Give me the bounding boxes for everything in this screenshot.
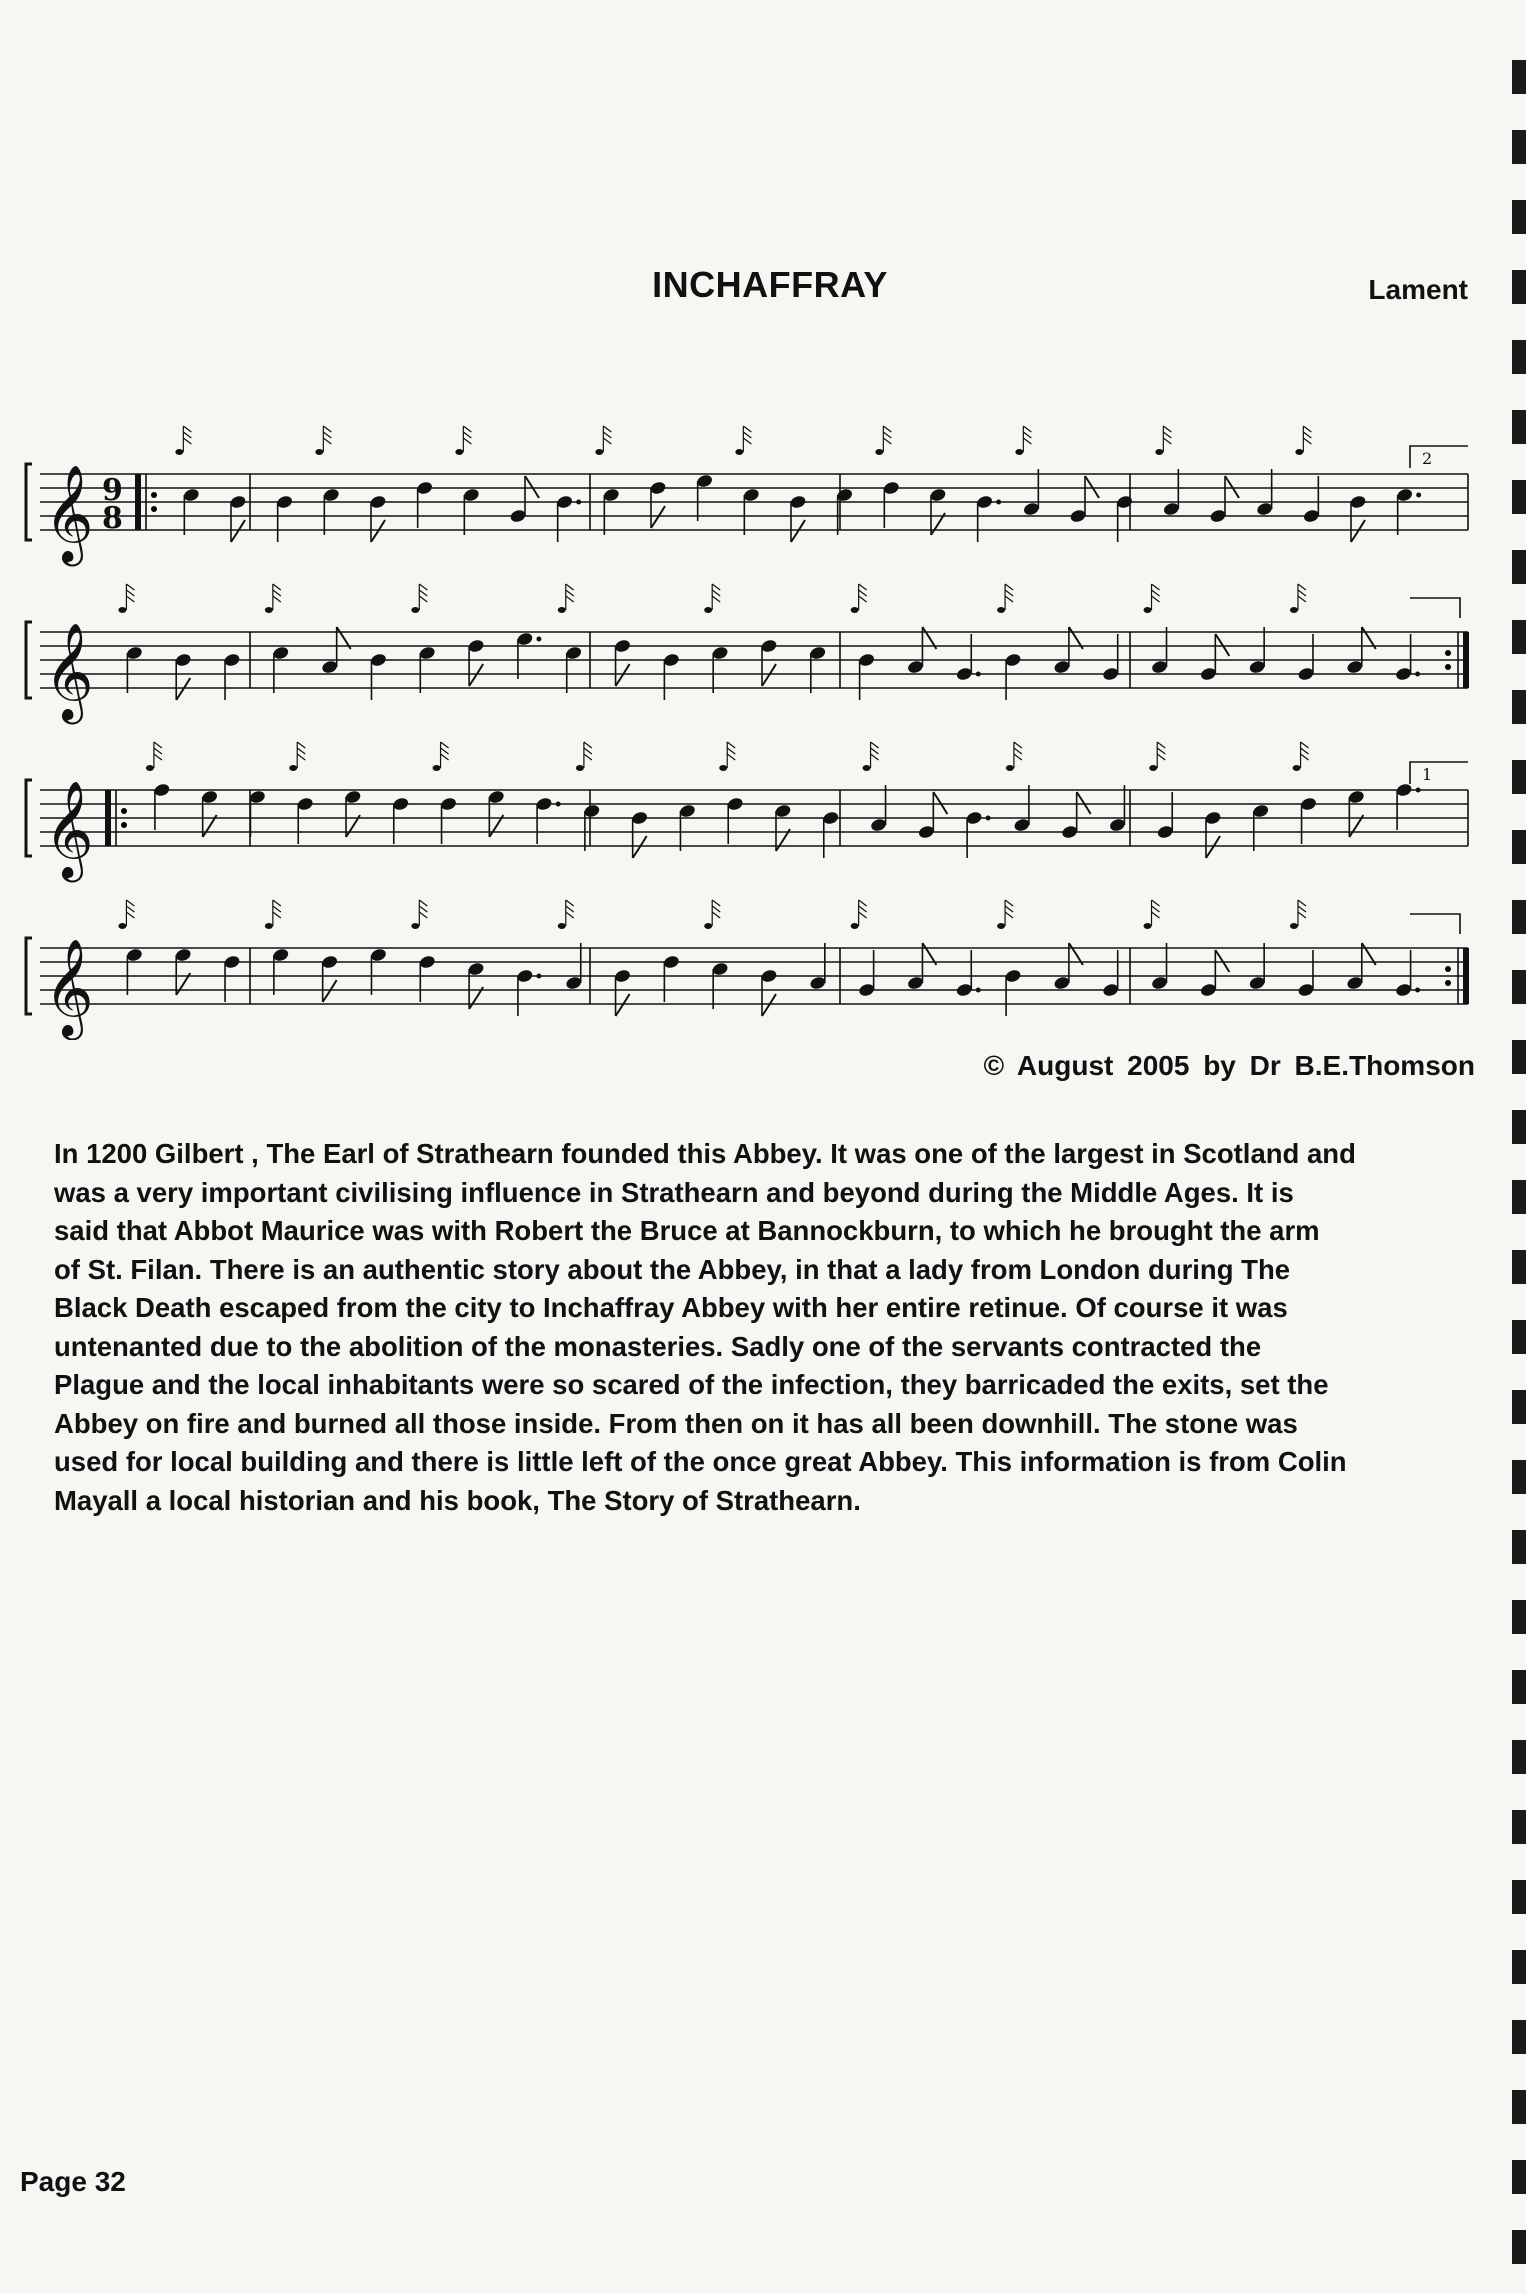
grace-note-head [875, 449, 883, 455]
binding-hole [1512, 1670, 1526, 1704]
grace-note-head [411, 923, 419, 929]
grace-note-head [1144, 607, 1152, 613]
history-paragraph [54, 1135, 1474, 1520]
binding-hole [1512, 410, 1526, 444]
history-line: In 1200 Gilbert , The Earl of Strathearn founded this Abbey. It was one of the largest in Scotland and [54, 1138, 1356, 1169]
note-flag [1077, 792, 1091, 814]
grace-note-head [1290, 923, 1298, 929]
grace-note-flags [1157, 742, 1165, 760]
history-line: said that Abbot Maurice was with Robert the Bruce at Bannockburn, to which he brought the arm [54, 1215, 1320, 1246]
repeat-dot [151, 492, 157, 498]
grace-note-head [997, 923, 1005, 929]
note-flag [651, 506, 665, 528]
grace-note-flags [1152, 900, 1160, 918]
note-flag [176, 678, 190, 700]
grace-note-flags [1298, 584, 1306, 602]
note-flag [1085, 476, 1099, 498]
grace-note-flags [727, 742, 735, 760]
grace-note-head [455, 449, 463, 455]
grace-note-head [997, 607, 1005, 613]
history-line: used for local building and there is little left of the once great Abbey. This information is from Colin [54, 1446, 1347, 1477]
repeat-dot [1445, 650, 1451, 656]
grace-note-flags [323, 426, 331, 444]
grace-note-head [851, 607, 859, 613]
grace-note-flags [183, 426, 191, 444]
grace-note-head [1295, 449, 1303, 455]
grace-note-head [1293, 765, 1301, 771]
grace-note-head [863, 765, 871, 771]
grace-note-flags [712, 900, 720, 918]
note-flag [1215, 634, 1229, 656]
binding-hole [1512, 2230, 1526, 2264]
binding-hole [1512, 1810, 1526, 1844]
page-number: Page 32 [20, 2166, 126, 2197]
grace-note-flags [1005, 900, 1013, 918]
repeat-dot [121, 822, 127, 828]
treble-clef-icon: 𝄞 [44, 622, 94, 720]
binding-hole [1512, 620, 1526, 654]
note-flag [469, 664, 483, 686]
note-flag [1215, 950, 1229, 972]
grace-note-head [558, 923, 566, 929]
grace-note-flags [126, 584, 134, 602]
note-flag [1351, 520, 1365, 542]
grace-note-flags [1298, 900, 1306, 918]
volta-bracket [1410, 446, 1468, 468]
dot [1416, 788, 1421, 793]
binding-hole [1512, 1950, 1526, 1984]
dot [996, 500, 1001, 505]
binding-hole [1512, 1180, 1526, 1214]
binding-hole [1512, 1320, 1526, 1354]
staff-bracket [26, 780, 32, 856]
grace-note-flags [743, 426, 751, 444]
note-flag [633, 836, 647, 858]
note-flag [762, 994, 776, 1016]
binding-hole [1512, 1040, 1526, 1074]
history-line: of St. Filan. There is an authentic story about the Abbey, in that a lady from London during The [54, 1253, 1291, 1285]
binding-hole [1512, 830, 1526, 864]
grace-note-head [576, 765, 584, 771]
grace-note-head [433, 765, 441, 771]
grace-note-flags [859, 900, 867, 918]
treble-clef-icon: 𝄞 [44, 780, 94, 878]
binding-hole [1512, 130, 1526, 164]
grace-note-flags [566, 900, 574, 918]
binding-hole [1512, 2020, 1526, 2054]
note-flag [231, 520, 245, 542]
volta-label: 1 [1422, 765, 1433, 784]
note-flag [616, 994, 630, 1016]
note-flag [1206, 836, 1220, 858]
treble-clef-icon: 𝄞 [44, 938, 94, 1036]
binding-hole [1512, 200, 1526, 234]
dot [1416, 493, 1421, 498]
grace-note-flags [1005, 584, 1013, 602]
grace-note-flags [584, 742, 592, 760]
grace-note-head [719, 765, 727, 771]
history-line: Plague and the local inhabitants were so scared of the infection, they barricaded the exits, set the [54, 1369, 1329, 1400]
grace-note-head [265, 923, 273, 929]
grace-note-flags [1152, 584, 1160, 602]
tune-type: Lament [1368, 274, 1468, 305]
repeat-dot [1445, 664, 1451, 670]
binding-hole [1512, 690, 1526, 724]
history-line: Black Death escaped from the city to Inchaffray Abbey with her entire retinue. Of course it was [54, 1292, 1288, 1323]
binding-hole [1512, 2090, 1526, 2124]
volta-bracket [1410, 914, 1460, 934]
grace-note-flags [871, 742, 879, 760]
binding-hole [1512, 2160, 1526, 2194]
time-signature-denominator: 8 [102, 501, 123, 536]
grace-note-flags [859, 584, 867, 602]
note-flag [323, 980, 337, 1002]
binding-hole [1512, 550, 1526, 584]
grace-note-flags [1301, 742, 1309, 760]
grace-note-head [704, 607, 712, 613]
repeat-dot [151, 506, 157, 512]
grace-note-head [1006, 765, 1014, 771]
grace-note-head [118, 923, 126, 929]
volta-bracket [1410, 598, 1460, 618]
binding-hole [1512, 270, 1526, 304]
grace-note-head [704, 923, 712, 929]
grace-note-flags [126, 900, 134, 918]
binding-hole [1512, 1460, 1526, 1494]
note-flag [762, 664, 776, 686]
note-flag [525, 476, 539, 498]
binding-hole [1512, 760, 1526, 794]
grace-note-head [315, 449, 323, 455]
grace-note-flags [273, 584, 281, 602]
dot [556, 802, 561, 807]
grace-note-head [289, 765, 297, 771]
binding-hole [1512, 340, 1526, 374]
dot [536, 974, 541, 979]
dot [1415, 672, 1420, 677]
history-line: was a very important civilising influence in Strathearn and beyond during the Middle Ages. It is [54, 1176, 1294, 1208]
note-flag [616, 664, 630, 686]
binding-hole [1512, 1250, 1526, 1284]
grace-note-head [1144, 923, 1152, 929]
grace-note-head [1149, 765, 1157, 771]
grace-note-head [558, 607, 566, 613]
staff-bracket [26, 622, 32, 698]
binding-hole [1512, 1600, 1526, 1634]
grace-note-head [735, 449, 743, 455]
binding-hole [1512, 1740, 1526, 1774]
grace-note-flags [463, 426, 471, 444]
grace-note-head [1015, 449, 1023, 455]
binding-hole [1512, 1530, 1526, 1564]
grace-note-flags [154, 742, 162, 760]
dot [576, 500, 581, 505]
note-flag [1225, 476, 1239, 498]
grace-note-flags [1163, 426, 1171, 444]
history-line: untenanted due to the abolition of the monasteries. Sadly one of the servants contracted the [54, 1330, 1262, 1362]
note-flag [371, 520, 385, 542]
binding-hole [1512, 60, 1526, 94]
grace-note-flags [1014, 742, 1022, 760]
binding-hole [1512, 970, 1526, 1004]
grace-note-flags [1303, 426, 1311, 444]
volta-label: 2 [1422, 449, 1433, 468]
grace-note-head [265, 607, 273, 613]
dot [536, 637, 541, 642]
dot [976, 988, 981, 993]
grace-note-flags [566, 584, 574, 602]
dot [1415, 988, 1420, 993]
note-flag [791, 520, 805, 542]
dot [976, 672, 981, 677]
repeat-dot [121, 808, 127, 814]
time-signature-numerator: 9 [102, 473, 123, 508]
grace-note-flags [712, 584, 720, 602]
staff-bracket [26, 938, 32, 1014]
grace-note-flags [273, 900, 281, 918]
grace-note-flags [419, 584, 427, 602]
staff-bracket [26, 464, 32, 540]
grace-note-flags [1023, 426, 1031, 444]
binding-hole [1512, 1110, 1526, 1144]
copyright-notice: © August 2005 by Dr B.E.Thomson [983, 1050, 1475, 1081]
note-flag [933, 792, 947, 814]
grace-note-head [1155, 449, 1163, 455]
binding-hole [1512, 1390, 1526, 1424]
grace-note-flags [883, 426, 891, 444]
grace-note-flags [297, 742, 305, 760]
grace-note-head [146, 765, 154, 771]
grace-note-head [411, 607, 419, 613]
tune-title: INCHAFFRAY [652, 264, 888, 305]
grace-note-head [595, 449, 603, 455]
binding-hole [1512, 480, 1526, 514]
grace-note-flags [603, 426, 611, 444]
grace-note-flags [441, 742, 449, 760]
spiral-binding [1498, 0, 1526, 2294]
grace-note-head [1290, 607, 1298, 613]
grace-note-head [118, 607, 126, 613]
repeat-dot [1445, 966, 1451, 972]
binding-hole [1512, 900, 1526, 934]
volta-bracket [1410, 762, 1468, 784]
grace-note-head [175, 449, 183, 455]
grace-note-flags [419, 900, 427, 918]
grace-note-head [851, 923, 859, 929]
repeat-dot [1445, 980, 1451, 986]
history-line: Mayall a local historian and his book, The Story of Strathearn. [54, 1484, 861, 1516]
binding-hole [1512, 1880, 1526, 1914]
treble-clef-icon: 𝄞 [44, 464, 94, 562]
dot [986, 816, 991, 821]
sheet-music [0, 0, 1526, 1040]
history-line: Abbey on fire and burned all those inside. From then on it has all been downhill. The stone was [54, 1407, 1298, 1439]
